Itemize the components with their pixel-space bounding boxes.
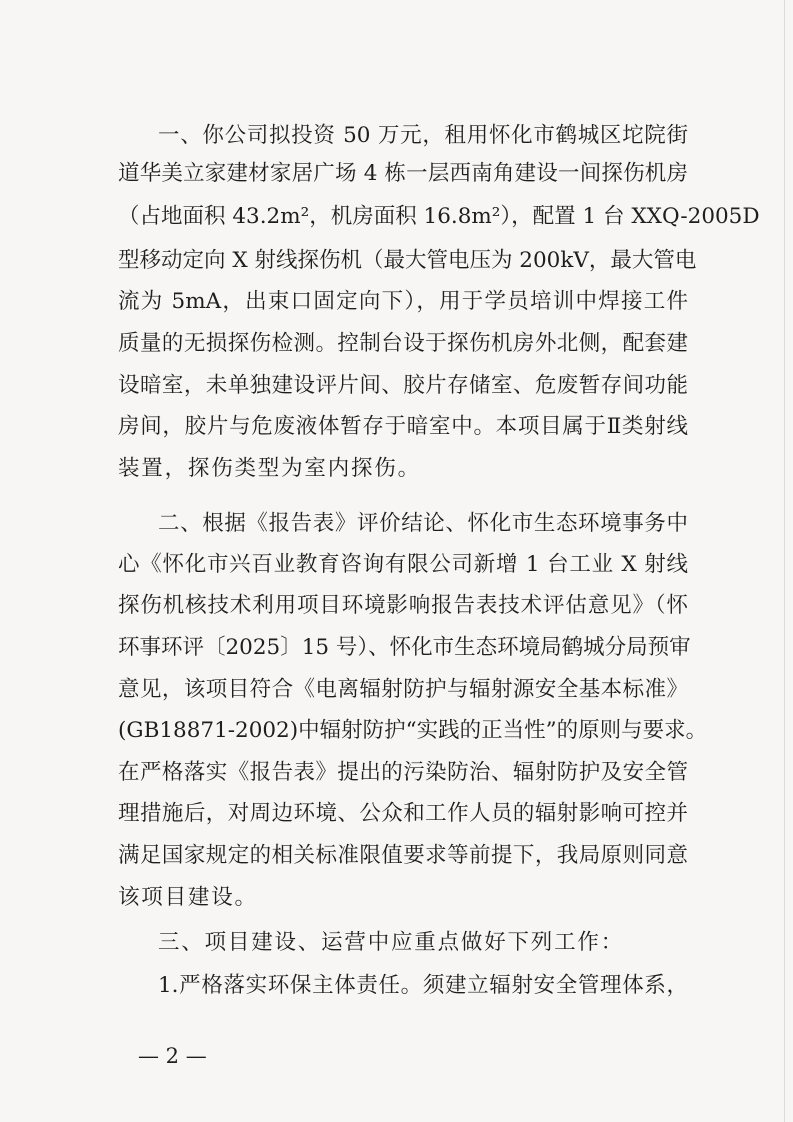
paragraph-1-line-7: 设暗室，未单独建设评片间、胶片存储室、危废暂存间功能 (118, 373, 688, 398)
paragraph-2-line-3: 探伤机核技术利用项目环境影响报告表技术评估意见》（怀 (118, 593, 688, 618)
paragraph-1-line-2: 道华美立家建材家居广场 4 栋一层西南角建设一间探伤机房 (118, 161, 688, 186)
page-number: — 2 — (138, 1044, 207, 1068)
paragraph-2-line-8: 理措施后，对周边环境、公众和工作人员的辐射影响可控并 (118, 801, 688, 826)
paragraph-1-line-4: 型移动定向 X 射线探伤机（最大管电压为 200kV，最大管电 (118, 248, 697, 273)
paragraph-2-line-9: 满足国家规定的相关标准限值要求等前提下，我局原则同意 (118, 843, 688, 868)
paragraph-2-line-1: 二、根据《报告表》评价结论、怀化市生态环境事务中 (158, 511, 688, 536)
paragraph-2-line-10: 该项目建设。 (118, 885, 258, 910)
paragraph-2-line-5: 意见，该项目符合《电离辐射防护与辐射源安全基本标准》 (118, 677, 688, 702)
paragraph-2-line-6: (GB18871-2002)中辐射防护“实践的正当性”的原则与要求。 (118, 718, 708, 743)
item-1-line-1: 1.严格落实环保主体责任。须建立辐射安全管理体系， (158, 973, 688, 998)
paragraph-1-line-3: （占地面积 43.2m²，机房面积 16.8m²），配置 1 台 XXQ-2005D (118, 204, 760, 229)
page-edge-divider (784, 0, 785, 1122)
paragraph-1-line-6: 质量的无损探伤检测。控制台设于探伤机房外北侧，配套建 (118, 331, 688, 356)
paragraph-2-line-7: 在严格落实《报告表》提出的污染防治、辐射防护及安全管 (118, 760, 688, 785)
paragraph-2-line-2: 心《怀化市兴百业教育咨询有限公司新增 1 台工业 X 射线 (118, 552, 688, 577)
paragraph-1-line-8: 房间，胶片与危废液体暂存于暗室中。本项目属于Ⅱ类射线 (118, 414, 688, 439)
section-3-heading: 三、项目建设、运营中应重点做好下列工作： (158, 930, 625, 955)
paragraph-1-line-5: 流为 5mA，出束口固定向下），用于学员培训中焊接工件 (118, 289, 688, 314)
paragraph-1-line-1: 一、你公司拟投资 50 万元，租用怀化市鹤城区坨院街 (158, 123, 688, 148)
paragraph-1-line-9: 装置，探伤类型为室内探伤。 (118, 456, 421, 481)
paragraph-2-line-4: 环事环评〔2025〕15 号）、怀化市生态环境局鹤城分局预审 (118, 635, 691, 660)
